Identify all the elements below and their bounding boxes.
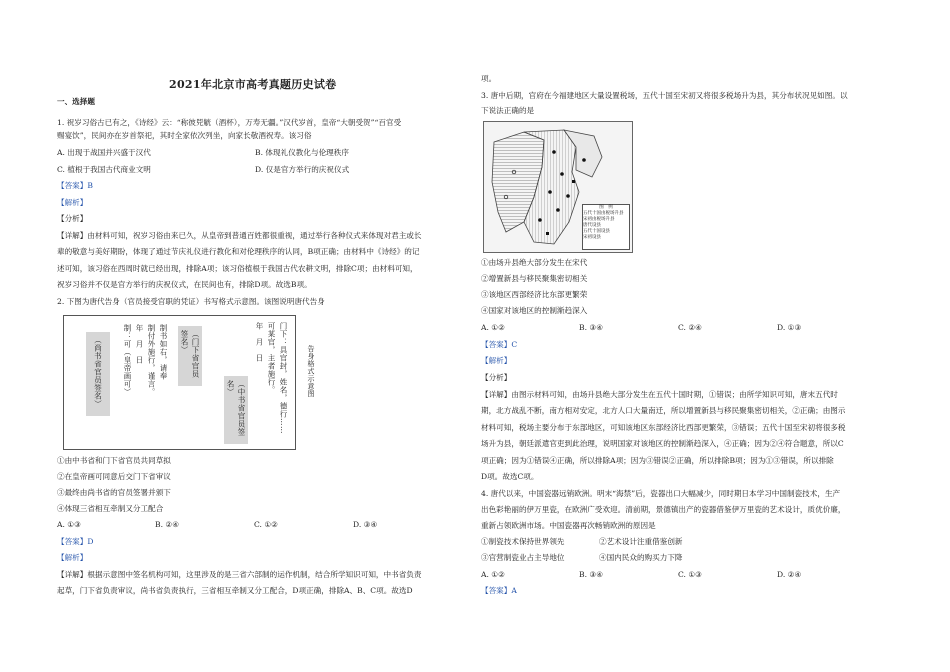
- shangshu-signature-box: [86, 332, 110, 416]
- q4-stem: 重新占领欧洲市场。中国瓷器再次畅销欧洲的原因是: [481, 521, 656, 530]
- q4-choice-c: C. ①③: [678, 570, 702, 579]
- q2-answer: 【答案】D: [57, 537, 94, 546]
- q4-option-4: ④国内民众的购买力下降: [599, 553, 683, 562]
- q4-stem: 4. 唐代以来，中国瓷器远销欧洲。明末“海禁”后，瓷器出口大幅减少，同时期日本学习中国制瓷技术，生产: [481, 489, 841, 498]
- page-title: 2021年北京市高考真题历史试卷: [169, 78, 337, 91]
- q3-option-3: ③该地区西部经济比东部更繁荣: [481, 290, 588, 299]
- q3-choice-c: C. ②④: [678, 323, 702, 332]
- town-marker: [572, 180, 575, 183]
- legend-item: 宋初设县: [583, 235, 601, 240]
- town-marker: [552, 150, 556, 154]
- q3-explanation: 场升为县，朝廷派遣官吏到此治理，说明国家对该地区的控制渐趋深入，④正确；因为②④符合题意，所以C: [481, 439, 844, 448]
- q2-choice-d: D. ③④: [353, 520, 378, 529]
- section-heading: 一、选择题: [57, 97, 95, 106]
- q2-stem: 2. 下图为唐代告身（官员接受官职的凭证）书写格式示意图。该图说明唐代告身: [57, 297, 325, 306]
- legend-item: 唐代设县: [583, 223, 601, 228]
- q2-choice-c: C. ①②: [254, 520, 278, 529]
- diagram-caption: 告身格式示意图: [307, 345, 315, 398]
- q3-option-4: ④国家对该地区的控制渐趋深入: [481, 306, 588, 315]
- town-marker: [566, 194, 570, 198]
- q2-option-2: ②在皇帝画可同意后交门下省审议: [57, 472, 171, 481]
- fujian-map: [483, 121, 633, 253]
- zhishu-text: 制付外施行，谨言。: [147, 324, 156, 396]
- zhongshu-label: （中书省官员签名）: [226, 380, 246, 436]
- q4-option-1: ①制瓷技术保持世界领先: [481, 537, 565, 546]
- q4-answer: 【答案】A: [481, 586, 517, 595]
- q3-option-1: ①由场升县绝大部分发生在宋代: [481, 258, 588, 267]
- zhishu-text: 制书如右，请奉: [159, 324, 168, 380]
- legend-item: 五代十国设县: [583, 229, 610, 234]
- q3-stem: 3. 唐中后期，官府在今福建地区大量设置税场，五代十国至宋初又将很多税场升为县，其分布状况见如图。以: [481, 91, 848, 100]
- q2-jiexi: 【解析】: [57, 553, 88, 562]
- q4-choice-a: A. ①②: [481, 570, 505, 579]
- menxia-signature-box: [178, 326, 202, 386]
- zhongshu-signature-box: [224, 376, 248, 444]
- q2-option-4: ④体现三省相互牵制又分工配合: [57, 504, 164, 513]
- q3-choice-d: D. ①③: [777, 323, 802, 332]
- q1-answer: 【答案】B: [57, 181, 93, 190]
- zhishu-text: 制：可（皇帝画可）: [123, 324, 132, 396]
- q3-jiexi: 【解析】: [481, 356, 512, 365]
- q2-option-1: ①由中书省和门下省官员共同草拟: [57, 456, 171, 465]
- q3-choice-a: A. ①②: [481, 323, 505, 332]
- q3-stem: 下说法正确的是: [481, 106, 535, 115]
- continuation-text: 项。: [481, 74, 497, 83]
- legend-item: 五代十国由税场升县: [583, 211, 624, 216]
- legend-title: 图 例: [599, 205, 613, 210]
- town-marker: [560, 172, 564, 176]
- q1-option-c: C. 植根于我国古代商业文明: [57, 165, 151, 174]
- q1-explanation: 祝岁习俗并不仅是官方举行的庆祝仪式，在民间也有，排除D项。故选B项。: [57, 280, 312, 289]
- q3-answer: 【答案】C: [481, 340, 518, 349]
- q1-option-d: D. 仅是官方举行的庆祝仪式: [255, 165, 350, 174]
- q1-explanation: 【详解】由材料可知，祝岁习俗由来已久，从皇帝到普通百姓都很重视，通过举行各种仪式来体现对君主或长: [57, 231, 422, 240]
- q1-fenxi: 【分析】: [57, 214, 88, 223]
- gaoshen-diagram: [63, 315, 296, 450]
- zhishu-text: 年 月 日: [135, 324, 144, 364]
- q3-explanation: 项正确；因为①错误④正确，所以排除A项；因为③错误②正确，所以排除B项；因为①③错误，所以排除: [481, 456, 834, 465]
- q1-jiexi: 【解析】: [57, 198, 88, 207]
- town-marker: [538, 218, 542, 222]
- q2-explanation: 起草，门下省负责审议，尚书省负责执行，三省相互牵制又分工配合，D项正确，排除A、B、C项。故选D: [57, 586, 413, 595]
- q3-choice-b: B. ③④: [579, 323, 604, 332]
- town-marker: [556, 208, 560, 212]
- q4-choice-b: B. ③④: [579, 570, 604, 579]
- gaoshen-text: 可某官，主者施行。: [267, 322, 276, 394]
- q4-option-2: ②艺术设计注重借鉴创新: [599, 537, 683, 546]
- q3-explanation: D项。故选C项。: [481, 472, 539, 481]
- q4-option-3: ③官营制瓷业占主导地位: [481, 553, 565, 562]
- q2-option-3: ③最终由尚书省的官员签署并颁下: [57, 488, 171, 497]
- town-marker: [582, 158, 586, 162]
- q1-option-b: B. 体现礼仪教化与伦理秩序: [255, 148, 349, 157]
- q2-choice-a: A. ①③: [57, 520, 81, 529]
- gaoshen-text: 门下：具官封，姓名，德行……: [279, 322, 288, 434]
- q3-explanation: 【详解】由图示材料可知，由场升县绝大部分发生在五代十国时期，①错误；由所学知识可知，唐末五代时: [481, 390, 838, 399]
- menxia-label: （门下省官员签名）: [180, 330, 200, 378]
- q3-explanation: 期，北方战乱不断，南方相对安定，北方人口大量南迁，所以增置新县与移民聚集密切相关，②正确；由图示: [481, 406, 846, 415]
- q3-explanation: 材料可知，税场主要分布于东部地区，可知该地区东部经济比西部更繁荣，③错误；五代十国至宋初将很多税: [481, 423, 846, 432]
- q3-fenxi: 【分析】: [481, 373, 512, 382]
- q2-choice-b: B. ②④: [155, 520, 180, 529]
- q2-explanation: 【详解】根据示意图中签名机构可知，这里涉及的是三省六部制的运作机制，结合所学知识可知，中书省负责: [57, 570, 422, 579]
- legend-item: 宋初由税场升县: [583, 217, 615, 222]
- town-marker: [548, 190, 552, 194]
- q1-stem: 1. 祝岁习俗古已有之，《诗经》云：“称彼兕觥（酒杯），万寿无疆。”汉代岁首，皇帝“大朝受贺”“百官受: [57, 118, 402, 127]
- q4-choice-d: D. ②④: [777, 570, 802, 579]
- town-marker: [546, 232, 549, 235]
- q1-explanation: 述可知，该习俗在西周时就已经出现，排除A项；该习俗植根于我国古代农耕文明，排除C项；由材料可知，: [57, 264, 418, 273]
- q4-stem: 出色彩艳丽的伊万里瓷，在欧洲广受欢迎。清前期，景德镇出产的瓷器借鉴伊万里瓷的艺术设计，质优价廉，: [481, 505, 846, 514]
- q1-stem: 赐宴饮”，民间亦在岁首祭祀，其时全家依次列坐，向家长敬酒祝寿。该习俗: [57, 131, 312, 140]
- gaoshen-text: 年 月 日: [255, 322, 264, 362]
- q3-option-2: ②增置新县与移民聚集密切相关: [481, 274, 588, 283]
- map-legend: [582, 204, 630, 250]
- q1-explanation: 辈的敬意与美好期盼，体现了通过节庆礼仪进行教化和对伦理秩序的认同，B项正确；由材料中《诗经》的记: [57, 247, 420, 256]
- q1-option-a: A. 出现于战国并兴盛于汉代: [57, 148, 151, 157]
- shangshu-label: （尚书省官员签名）: [93, 336, 103, 408]
